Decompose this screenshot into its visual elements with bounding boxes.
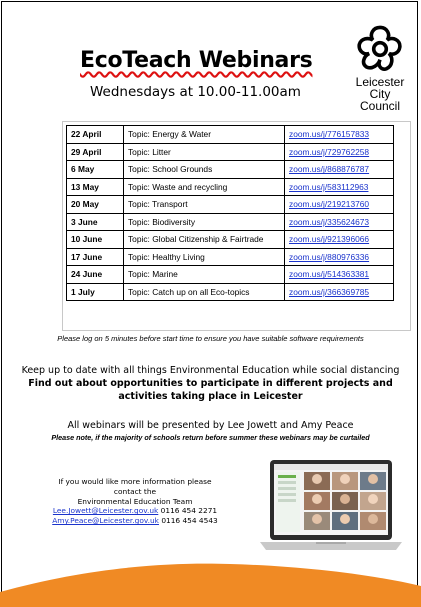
table-row <box>67 213 394 231</box>
presenters-text: All webinars will be presented by Lee Jowett and Amy Peace <box>67 420 354 431</box>
schedule-topic: Topic: Waste and recycling <box>124 178 285 196</box>
zoom-link[interactable]: zoom.us/j/514363381 <box>285 266 394 284</box>
zoom-link[interactable]: zoom.us/j/880976336 <box>285 248 394 266</box>
table-row <box>67 161 394 179</box>
contact-line3: Environmental Education Team <box>77 496 193 506</box>
schedule-date: 3 June <box>67 213 124 231</box>
schedule-topic: Topic: Marine <box>124 266 285 284</box>
council-logo <box>350 22 410 122</box>
table-row <box>67 283 394 301</box>
table-row <box>67 196 394 214</box>
schedule-date: 13 May <box>67 178 124 196</box>
email-link-lee[interactable]: Lee.Jowett@Leicester.gov.uk <box>52 506 159 516</box>
zoom-link[interactable]: zoom.us/j/219213760 <box>285 196 394 214</box>
schedule-topic: Topic: Healthy Living <box>124 248 285 266</box>
logo-text-line1: Leicester <box>355 75 405 89</box>
page-subtitle: Wednesdays at 10.00-11.00am <box>90 84 301 100</box>
contact-info <box>40 477 230 526</box>
schedule-topic: Topic: School Grounds <box>124 161 285 179</box>
schedule-topic: Topic: Catch up on all Eco-topics <box>124 283 285 301</box>
schedule-date: 29 April <box>67 143 124 161</box>
schedule-date: 6 May <box>67 161 124 179</box>
contact-line2: contact the <box>113 486 157 496</box>
zoom-link[interactable]: zoom.us/j/921396066 <box>285 231 394 249</box>
table-row <box>67 231 394 249</box>
zoom-link[interactable]: zoom.us/j/366369785 <box>285 283 394 301</box>
contact-row-lee <box>40 506 230 516</box>
keep-up-text: Keep up to date with all things Environmental Education while social distancing <box>21 365 400 376</box>
schedule-table <box>66 125 394 301</box>
logo-text-line2: City Council <box>359 87 401 113</box>
schedule-date: 20 May <box>67 196 124 214</box>
schedule-date: 22 April <box>67 126 124 144</box>
schedule-table-frame <box>62 121 411 331</box>
zoom-link[interactable]: zoom.us/j/868876787 <box>285 161 394 179</box>
schedule-topic: Topic: Biodiversity <box>124 213 285 231</box>
contact-line1: If you would like more information please <box>58 477 212 486</box>
table-row <box>67 126 394 144</box>
table-row <box>67 143 394 161</box>
schedule-date: 10 June <box>67 231 124 249</box>
footer-wave-shape <box>0 562 421 607</box>
curtailed-note: Please note, if the majority of schools return before summer these webinars may be curtailed <box>51 433 370 442</box>
schedule-topic: Topic: Energy & Water <box>124 126 285 144</box>
contact-row-amy <box>40 516 230 526</box>
laptop-illustration <box>256 458 406 554</box>
schedule-topic: Topic: Litter <box>124 143 285 161</box>
find-out-text: Find out about opportunities to participate in different projects and activities taking place in Leicester <box>28 378 393 402</box>
title-text: EcoTeach Webinars <box>80 48 313 73</box>
phone-amy: 0116 454 4543 <box>158 516 218 526</box>
schedule-topic: Topic: Transport <box>124 196 285 214</box>
schedule-date: 1 July <box>67 283 124 301</box>
logon-note: Please log on 5 minutes before start time to ensure you have suitable software requirements <box>57 334 364 343</box>
email-link-amy[interactable]: Amy.Peace@Leicester.gov.uk <box>52 516 159 526</box>
zoom-link[interactable]: zoom.us/j/335624673 <box>285 213 394 231</box>
schedule-date: 24 June <box>67 266 124 284</box>
orange-footer-wave <box>0 562 421 607</box>
phone-lee: 0116 454 2271 <box>158 506 218 516</box>
page-title <box>80 48 312 73</box>
table-row <box>67 266 394 284</box>
zoom-link[interactable]: zoom.us/j/583112963 <box>285 178 394 196</box>
zoom-link[interactable]: zoom.us/j/776157833 <box>285 126 394 144</box>
table-row <box>67 178 394 196</box>
schedule-date: 17 June <box>67 248 124 266</box>
schedule-topic: Topic: Global Citizenship & Fairtrade <box>124 231 285 249</box>
table-row <box>67 248 394 266</box>
laptop-video-call-image <box>256 458 406 554</box>
zoom-link[interactable]: zoom.us/j/729762258 <box>285 143 394 161</box>
rose-emblem-icon <box>353 22 407 76</box>
